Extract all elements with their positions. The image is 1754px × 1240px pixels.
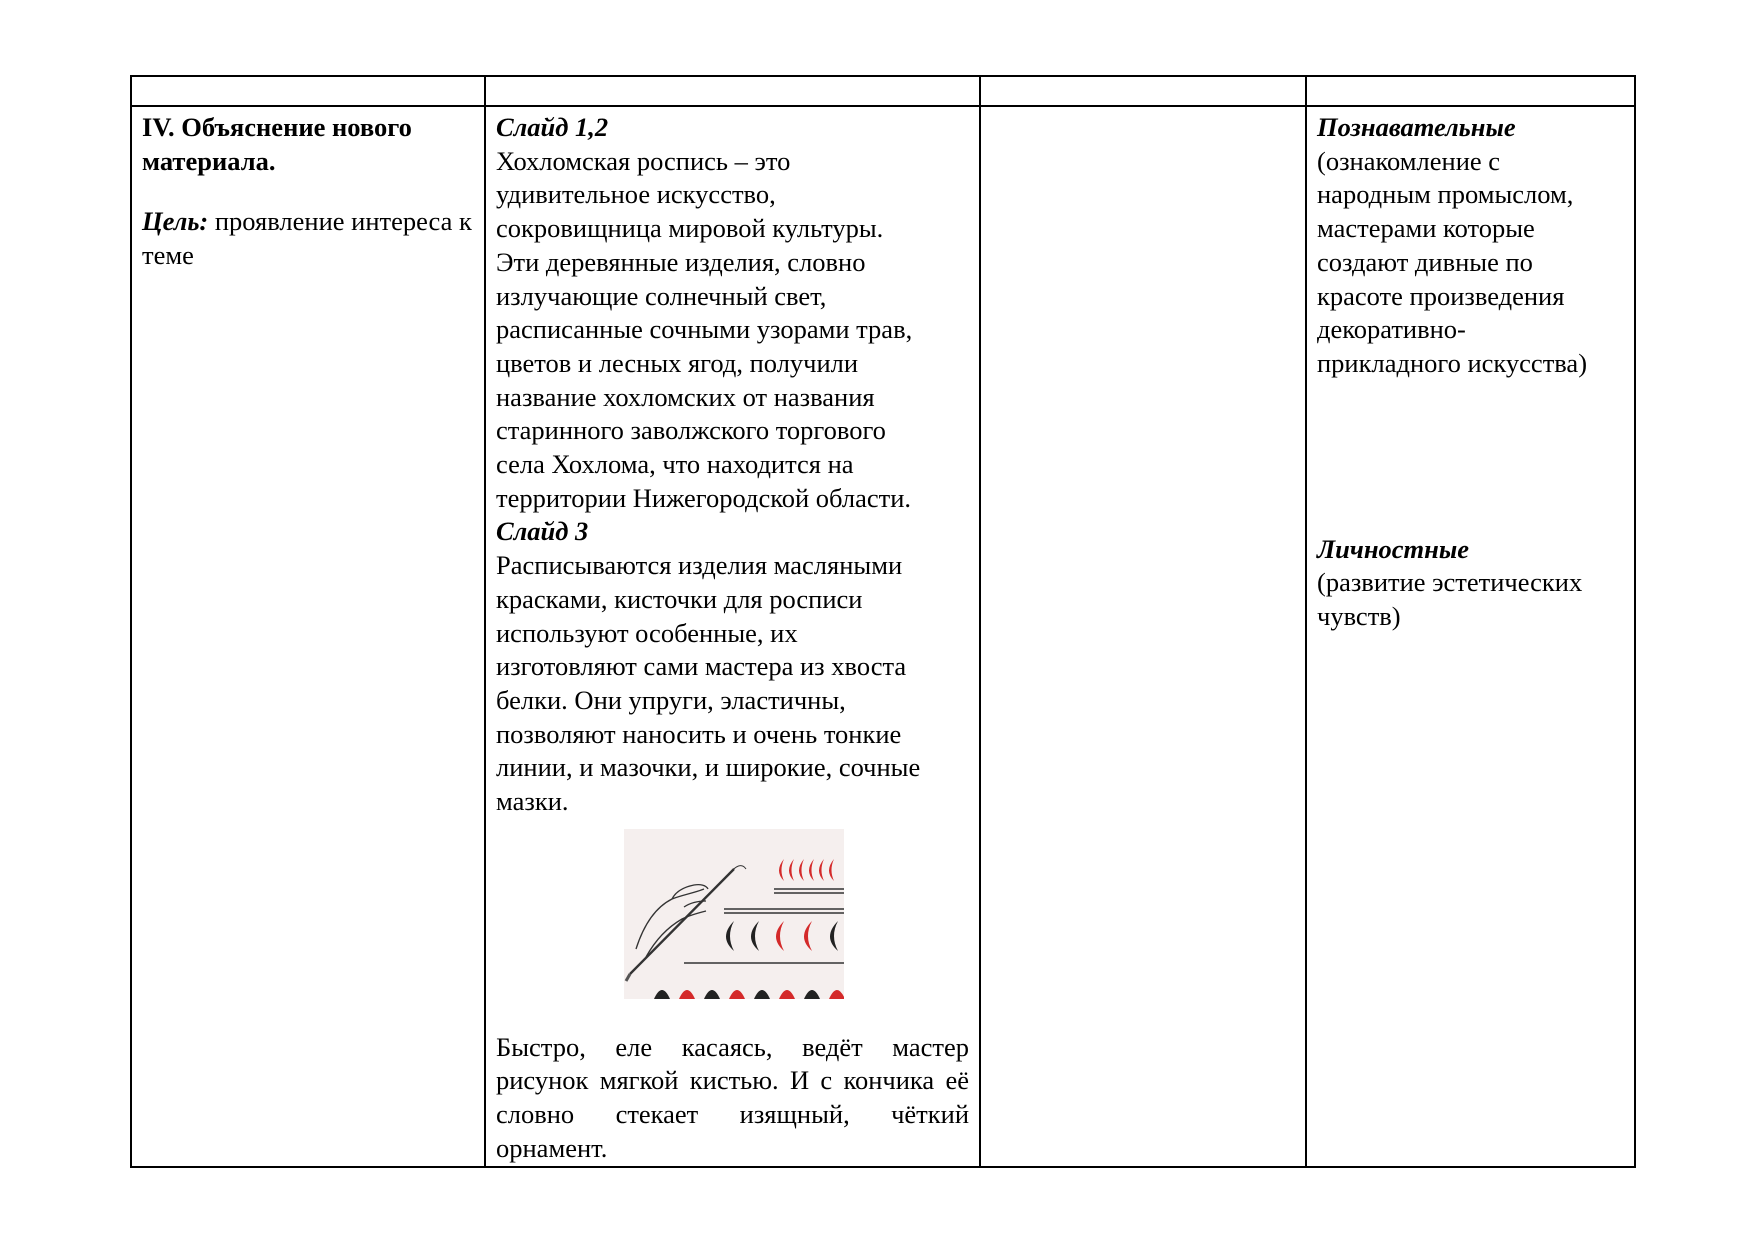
slide1-line: Хохломская роспись – это [496,145,791,176]
slide-heading-3: Слайд 3 [496,516,589,547]
slide3-line: используют особенные, их [496,617,798,648]
personal-line: (развитие эстетических [1317,567,1583,598]
personal-heading: Личностные [1317,533,1470,564]
cognitive-line: народным промыслом, [1317,179,1574,210]
personal-line: чувств) [1317,601,1401,632]
slide3-line: мазки. [496,786,569,817]
stage-cell [131,106,485,1167]
slide1-line: сокровищница мировой культуры. [496,213,884,244]
content-cell [485,106,980,1167]
slide1-line: Эти деревянные изделия, словно [496,246,866,277]
slide3-line: позволяют наносить и очень тонкие [496,718,902,749]
brush-painting-illustration [624,829,844,999]
uud-cell [1306,106,1635,1167]
cognitive-heading: Познавательные [1317,112,1516,142]
header-cell-stage [131,76,485,106]
slide1-line: излучающие солнечный свет, [496,280,827,311]
student-activity-cell [980,106,1306,1167]
slide3-line: белки. Они упруги, эластичны, [496,684,846,715]
slide1-line: цветов и лесных ягод, получили [496,347,859,378]
cognitive-line: декоративно- [1317,314,1466,345]
cognitive-line: красоте произведения [1317,280,1565,311]
slide3-line: линии, и мазочки, и широкие, сочные [496,752,921,783]
closing-paragraph: Быстро, еле касаясь, ведёт мастер рисунок мягкой кистью. И с кончика её словно стекает изящный, чёткий орнамент. [496,1031,969,1163]
cognitive-line: мастерами которые [1317,213,1535,244]
header-cell-content [485,76,980,106]
slide1-line: удивительное искусство, [496,179,776,210]
goal-text: проявление интереса к теме [142,206,472,271]
table-row [131,106,1635,1167]
slide1-line: название хохломских от названия [496,381,875,412]
slide1-line: села Хохлома, что находится на [496,449,854,480]
slide1-line: старинного заволжского торгового [496,415,886,446]
cognitive-line: создают дивные по [1317,246,1533,277]
slide1-line: территории Нижегородской области. [496,482,912,513]
goal-label: Цель: [142,206,209,237]
stage-title: IV. Объяснение нового материала. [142,112,412,176]
slide3-line: красками, кисточки для росписи [496,583,863,614]
header-cell-uud [1306,76,1635,106]
slide3-line: изготовляют сами мастера из хвоста [496,651,907,682]
cognitive-line: прикладного искусства) [1317,347,1588,378]
table-header-row [131,76,1635,106]
slide-heading-1: Слайд 1,2 [496,112,609,142]
header-cell-student-activity [980,76,1306,106]
lesson-plan-table [130,75,1636,1168]
cognitive-line: (ознакомление с [1317,145,1501,176]
stage-goal [142,205,474,272]
slide1-line: расписанные сочными узорами трав, [496,314,913,345]
slide3-line: Расписываются изделия масляными [496,550,903,581]
